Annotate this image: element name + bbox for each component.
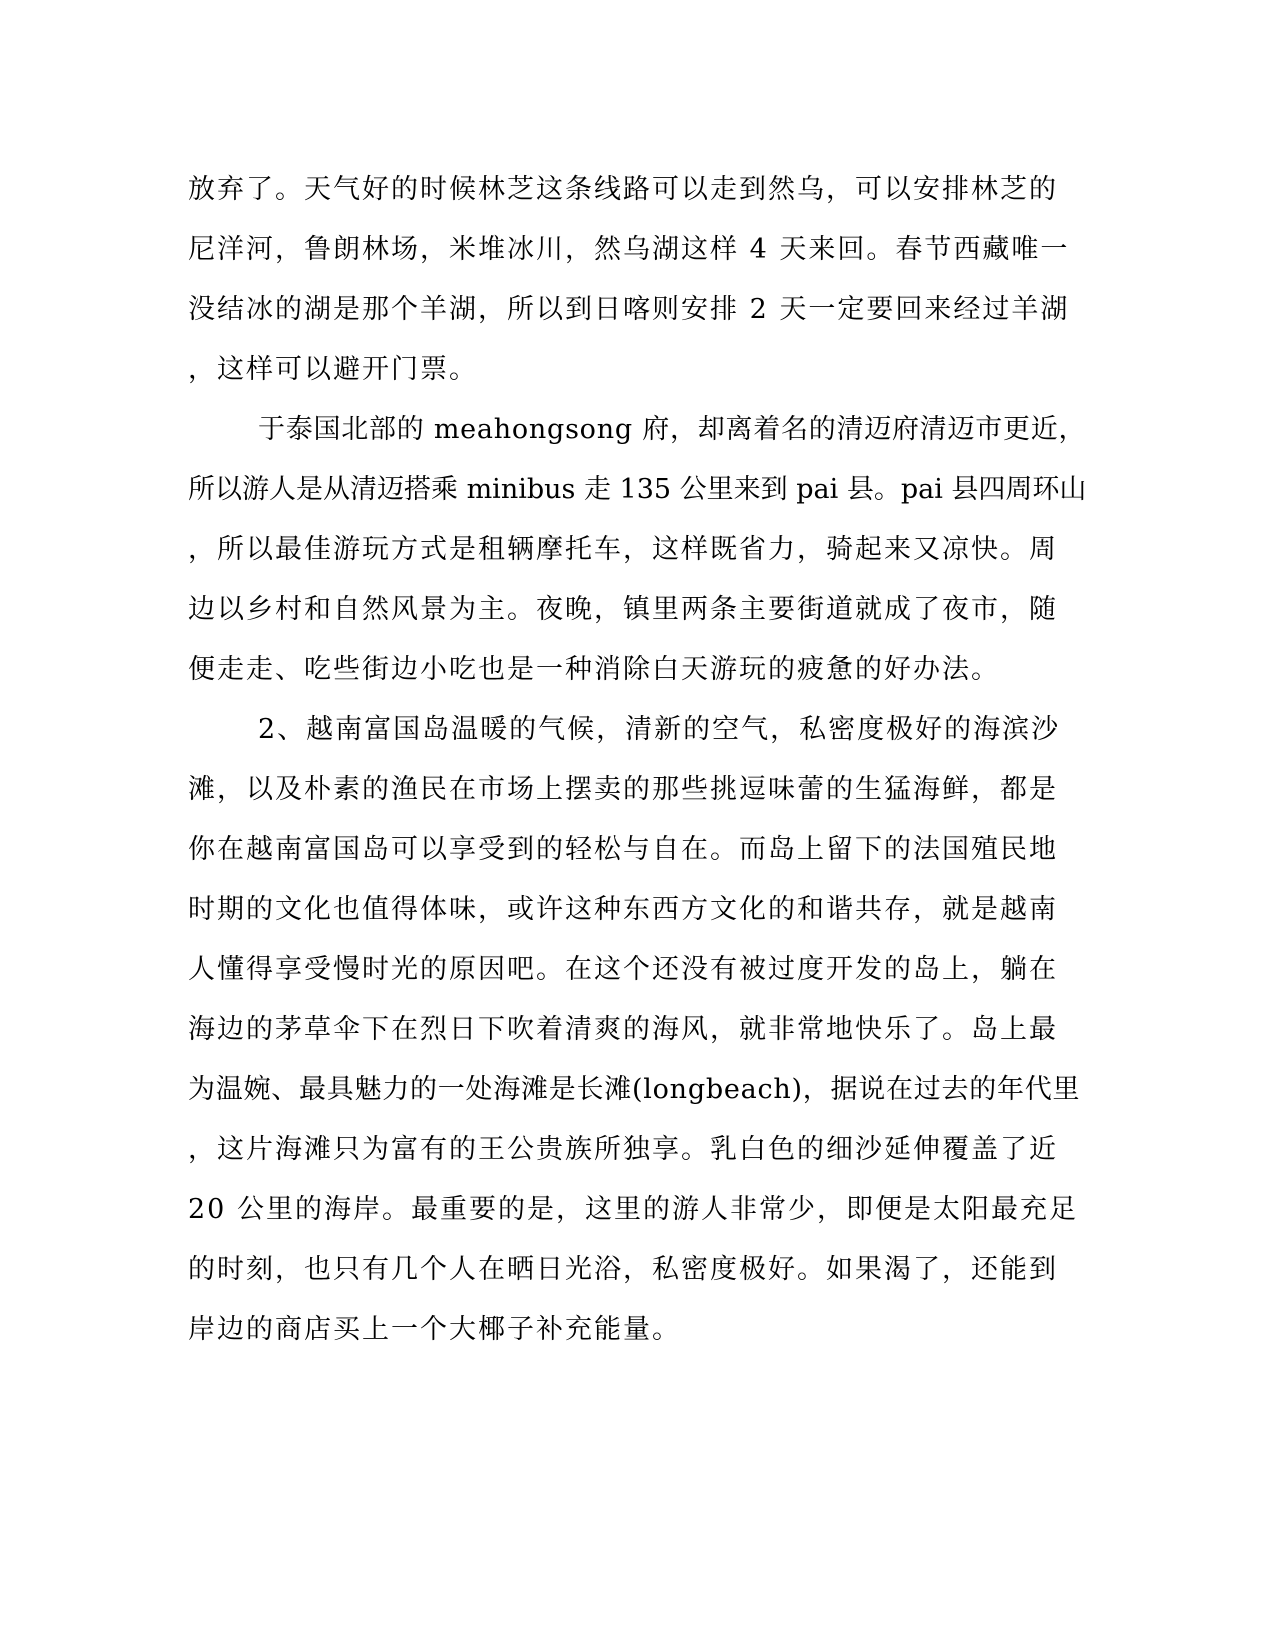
text-line: 便走走、吃些街边小吃也是一种消除白天游玩的疲惫的好办法。 (188, 654, 1000, 685)
text-line: 你在越南富国岛可以享受到的轻松与自在。而岛上留下的法国殖民地 (188, 834, 1058, 865)
text-line: ，所以最佳游玩方式是租辆摩托车，这样既省力，骑起来又凉快。周 (188, 534, 1058, 565)
text-line: ，这样可以避开门票。 (188, 354, 478, 385)
text-line: 边以乡村和自然风景为主。夜晚，镇里两条主要街道就成了夜市，随 (188, 594, 1058, 625)
paragraph-first-line: 2、越南富国岛温暖的气候，清新的空气，私密度极好的海滨沙 (258, 714, 1061, 745)
paragraph-first-line: 于泰国北部的 meahongsong 府，却离着名的清迈府清迈市更近， (258, 414, 1087, 445)
text-line: 岸边的商店买上一个大椰子补充能量。 (188, 1314, 681, 1345)
text-line: ，这片海滩只为富有的王公贵族所独享。乳白色的细沙延伸覆盖了近 (188, 1134, 1058, 1165)
text-line: 人懂得享受慢时光的原因吧。在这个还没有被过度开发的岛上，躺在 (188, 954, 1058, 985)
body-text (188, 160, 1088, 1360)
text-line: 放弃了。天气好的时候林芝这条线路可以走到然乌，可以安排林芝的 (188, 174, 1058, 205)
text-line: 的时刻，也只有几个人在晒日光浴，私密度极好。如果渴了，还能到 (188, 1254, 1058, 1285)
text-line: 尼洋河，鲁朗林场，米堆冰川，然乌湖这样 4 天来回。春节西藏唯一 (188, 234, 1070, 265)
text-line: 20 公里的海岸。最重要的是，这里的游人非常少，即便是太阳最充足 (188, 1194, 1078, 1225)
text-line: 所以游人是从清迈搭乘 minibus 走 135 公里来到 pai 县。pai 县四周环山 (188, 474, 1087, 505)
text-line: 没结冰的湖是那个羊湖，所以到日喀则安排 2 天一定要回来经过羊湖 (188, 294, 1070, 325)
text-line: 海边的茅草伞下在烈日下吹着清爽的海风，就非常地快乐了。岛上最 (188, 1014, 1058, 1045)
text-line: 时期的文化也值得体味，或许这种东西方文化的和谐共存，就是越南 (188, 894, 1058, 925)
text-line: 为温婉、最具魅力的一处海滩是长滩(longbeach)，据说在过去的年代里 (188, 1074, 1081, 1105)
text-line: 滩，以及朴素的渔民在市场上摆卖的那些挑逗味蕾的生猛海鲜，都是 (188, 774, 1058, 805)
